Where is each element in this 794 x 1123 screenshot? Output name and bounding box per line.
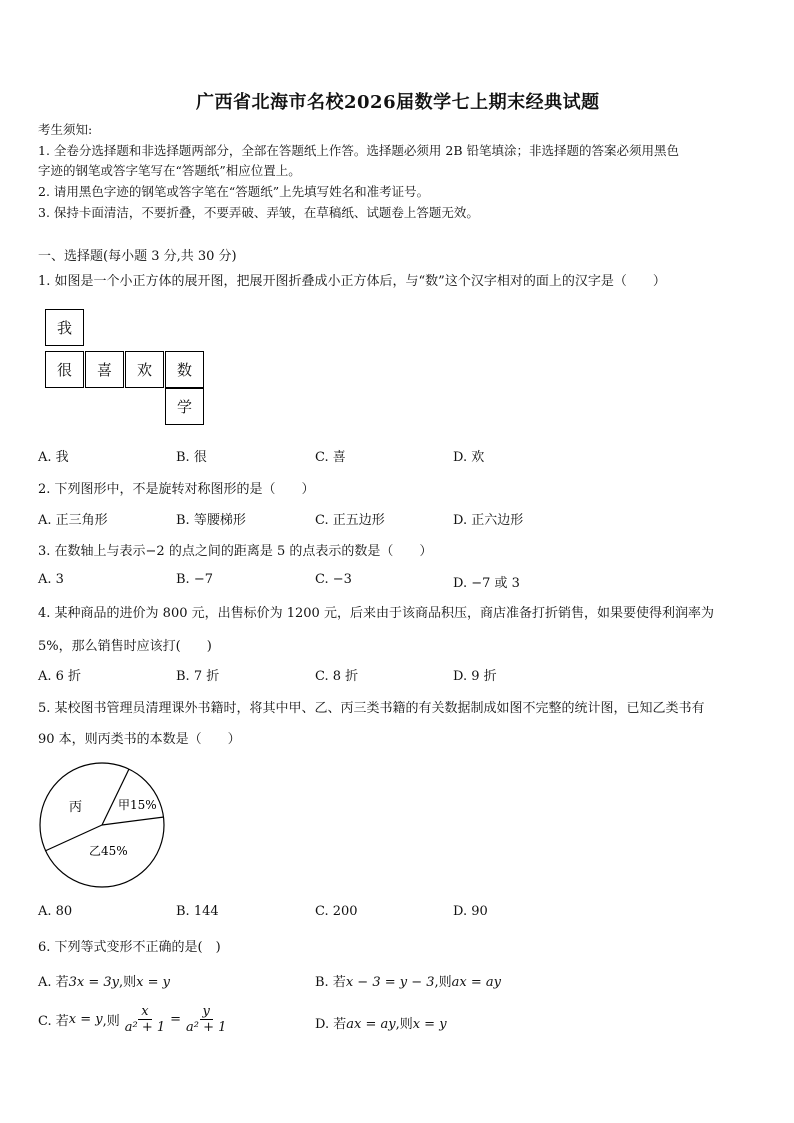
q6-option-b [315, 971, 501, 990]
net-cell-huan: 欢 [125, 351, 164, 388]
q6-c-equals: = [170, 1012, 182, 1027]
q2-option-a: A. 正三角形 [38, 513, 108, 528]
page-title: 广西省北海市名校2026届数学七上期末经典试题 [196, 92, 600, 113]
net-cell-shu: 数 [165, 351, 204, 388]
q6-c-fraction-left [122, 1004, 168, 1035]
notice-line-1: 1. 全卷分选择题和非选择题两部分，全部在答题纸上作答。选择题必须用 2B 铅笔填涂；非选择题的答案必须用黑色 [38, 143, 679, 158]
q6-c-fraction-right [183, 1004, 229, 1035]
q6-d-label: D. 若 [315, 1017, 347, 1032]
q2-option-d: D. 正六边形 [453, 513, 524, 528]
net-cell-xi: 喜 [85, 351, 124, 388]
q2-option-c: C. 正五边形 [315, 513, 385, 528]
q6-c-label: C. 若 [38, 1014, 69, 1029]
q6-c-condition: x = y [68, 1012, 103, 1027]
q6-a-condition: 3x = 3y [68, 975, 120, 990]
pie-label-yi: 乙45% [89, 844, 128, 858]
section-heading: 一、选择题(每小题 3 分,共 30 分) [38, 249, 237, 264]
net-cell-xue: 学 [165, 388, 204, 425]
question-3: 3. 在数轴上与表示−2 的点之间的距离是 5 的点表示的数是（ ） [38, 544, 433, 559]
pie-label-jia: 甲15% [118, 798, 157, 812]
net-cell-wo: 我 [45, 309, 84, 346]
q6-b-result: ax = ay [451, 975, 502, 990]
q6-option-a [38, 971, 170, 990]
q6-a-then: ,则 [119, 975, 137, 990]
q3-option-a: A. 3 [38, 572, 64, 587]
q6-b-condition: x − 3 = y − 3 [345, 975, 435, 990]
notice-line-2: 字迹的钢笔或答字笔写在“答题纸”相应位置上。 [38, 163, 301, 178]
cube-net [45, 309, 205, 427]
q4-option-b: B. 7 折 [176, 669, 220, 684]
q3-option-c: C. −3 [315, 572, 352, 587]
q3-option-b: B. −7 [176, 572, 213, 587]
q6-a-label: A. 若 [38, 975, 69, 990]
question-4-line-2: 5%，那么销售时应该打( ) [38, 639, 212, 654]
question-1: 1. 如图是一个小正方体的展开图，把展开图折叠成小正方体后，与“数”这个汉字相对的面上的汉字是（ ） [38, 274, 666, 289]
q2-option-b: B. 等腰梯形 [176, 513, 246, 528]
q6-d-result: x = y [412, 1017, 447, 1032]
q5-option-a: A. 80 [38, 904, 73, 919]
q6-c-then: ,则 [102, 1014, 120, 1029]
q4-option-a: A. 6 折 [38, 669, 82, 684]
q1-option-c: C. 喜 [315, 450, 346, 465]
notice-line-4: 3. 保持卡面清洁，不要折叠，不要弄破、弄皱，在草稿纸、试题卷上答题无效。 [38, 205, 479, 220]
q4-option-c: C. 8 折 [315, 669, 359, 684]
question-2: 2. 下列图形中，不是旋转对称图形的是（ ） [38, 482, 315, 497]
pie-label-bing: 丙 [69, 800, 83, 815]
q1-option-d: D. 欢 [453, 450, 485, 465]
q4-option-d: D. 9 折 [453, 669, 497, 684]
q6-c-denominator-left: a² + 1 [124, 1020, 166, 1035]
q5-option-c: C. 200 [315, 904, 358, 919]
q6-d-then: ,则 [395, 1017, 413, 1032]
q6-option-d [315, 1013, 447, 1032]
net-cell-hen: 很 [45, 351, 84, 388]
q1-option-b: B. 很 [176, 450, 207, 465]
q6-b-then: ,则 [434, 975, 452, 990]
question-5-line-1: 5. 某校图书管理员清理课外书籍时，将其中甲、乙、丙三类书籍的有关数据制成如图不完整的统计图，已知乙类书有 [38, 701, 705, 716]
q5-option-d: D. 90 [453, 904, 488, 919]
q6-b-label: B. 若 [315, 975, 346, 990]
question-5-line-2: 90 本，则丙类书的本数是（ ） [38, 732, 241, 747]
pie-chart [37, 759, 167, 889]
question-6: 6. 下列等式变形不正确的是( ) [38, 940, 221, 955]
q1-option-a: A. 我 [38, 450, 69, 465]
question-4-line-1: 4. 某种商品的进价为 800 元，出售标价为 1200 元，后来由于该商品积压，商店准备打折销售，如果要使得利润率为 [38, 606, 714, 621]
q6-a-result: x = y [136, 975, 171, 990]
q5-option-b: B. 144 [176, 904, 219, 919]
q6-option-c [38, 1004, 231, 1035]
notice-line-3: 2. 请用黑色字迹的钢笔或答字笔在“答题纸”上先填写姓名和准考证号。 [38, 184, 430, 199]
q3-option-d: D. −7 或 3 [453, 576, 520, 591]
q6-d-condition: ax = ay [346, 1017, 396, 1032]
q6-c-numerator-y: y [200, 1004, 213, 1020]
notice-heading: 考生须知: [38, 122, 93, 137]
q6-c-numerator-x: x [138, 1004, 151, 1020]
q6-c-denominator-right: a² + 1 [186, 1020, 227, 1035]
